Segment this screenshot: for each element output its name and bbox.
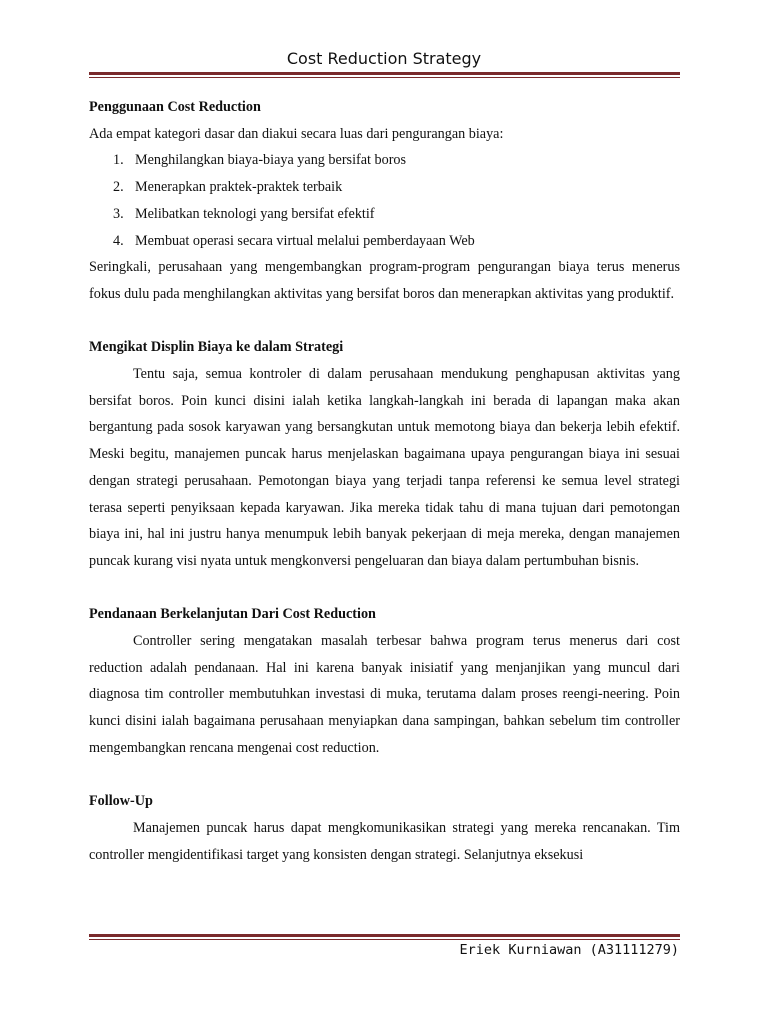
header-divider	[89, 72, 680, 78]
list-item-number: 4.	[113, 232, 124, 249]
section-paragraph: Manajemen puncak harus dapat mengkomunikasikan strategi yang mereka rencanakan. Tim controller mengidentifikasi target yang konsisten dengan strategi. Selanjutnya eksekusi	[89, 819, 680, 863]
list-item	[89, 174, 680, 201]
section-heading: Mengikat Displin Biaya ke dalam Strategi	[89, 339, 344, 356]
list-item-number: 1.	[113, 152, 124, 169]
list-item	[89, 147, 680, 174]
list-item-number: 3.	[113, 205, 124, 222]
document-body	[89, 94, 680, 868]
list-item-number: 2.	[113, 179, 124, 196]
section-paragraph: Tentu saja, semua kontroler di dalam perusahaan mendukung penghapusan aktivitas yang bersifat boros. Poin kunci disini ialah ketika langkah-langkah ini berada di lapangan maka akan bergantung pada sosok karyawan yang bersangkutan untuk memotong biaya dan bekerja lebih efektif. Meski begitu, manajemen puncak harus menjelaskan bagaimana upaya pengurangan biaya ini sesuai dengan strategi perusahaan. Pemotongan biaya yang terjadi tanpa referensi ke semua level strategi terasa seperti penyiksaan kepada karyawan. Jika mereka tidak tahu di mana tujuan dari pemotongan biaya ini, hal ini justru hanya menumpuk lebih banyak pekerjaan di meja mereka, dengan manajemen puncak kurang visi nyata untuk mengkonversi pengeluaran dan biaya dalam pertumbuhan bisnis.	[89, 366, 680, 569]
section-paragraph: Seringkali, perusahaan yang mengembangkan program-program pengurangan biaya terus menerus fokus dulu pada menghilangkan aktivitas yang bersifat boros dan menerapkan aktivitas yang produktif.	[89, 259, 680, 302]
section-heading: Penggunaan Cost Reduction	[89, 99, 261, 115]
list-item-text: Melibatkan teknologi yang bersifat efektif	[135, 205, 375, 222]
list-item-text: Menerapkan praktek-praktek terbaik	[135, 179, 343, 196]
list-item	[89, 228, 680, 255]
section-paragraph: Controller sering mengatakan masalah terbesar bahwa program terus menerus dari cost reduction adalah pendanaan. Hal ini karena banyak inisiatif yang menjanjikan yang muncul dari diagnosa tim controller membutuhkan investasi di muka, terutama dalam proses reengi-neering. Poin kunci disini ialah bagaimana perusahaan menyiapkan dana sampingan, bahkan sebelum tim controller mengembangkan rencana mengenai cost reduction.	[89, 633, 680, 756]
list-item	[89, 201, 680, 228]
list-item-text: Menghilangkan biaya-biaya yang bersifat boros	[135, 152, 407, 169]
list-item-text: Membuat operasi secara virtual melalui pemberdayaan Web	[135, 232, 475, 249]
footer-author: Eriek Kurniawan (A31111279)	[459, 942, 679, 958]
section-heading: Pendanaan Berkelanjutan Dari Cost Reduction	[89, 606, 376, 623]
page-header-title: Cost Reduction Strategy	[286, 49, 482, 68]
category-list	[89, 147, 680, 254]
footer-divider	[89, 934, 680, 940]
section-heading: Follow-Up	[89, 793, 153, 810]
section-intro: Ada empat kategori dasar dan diakui secara luas dari pengurangan biaya:	[89, 125, 504, 142]
